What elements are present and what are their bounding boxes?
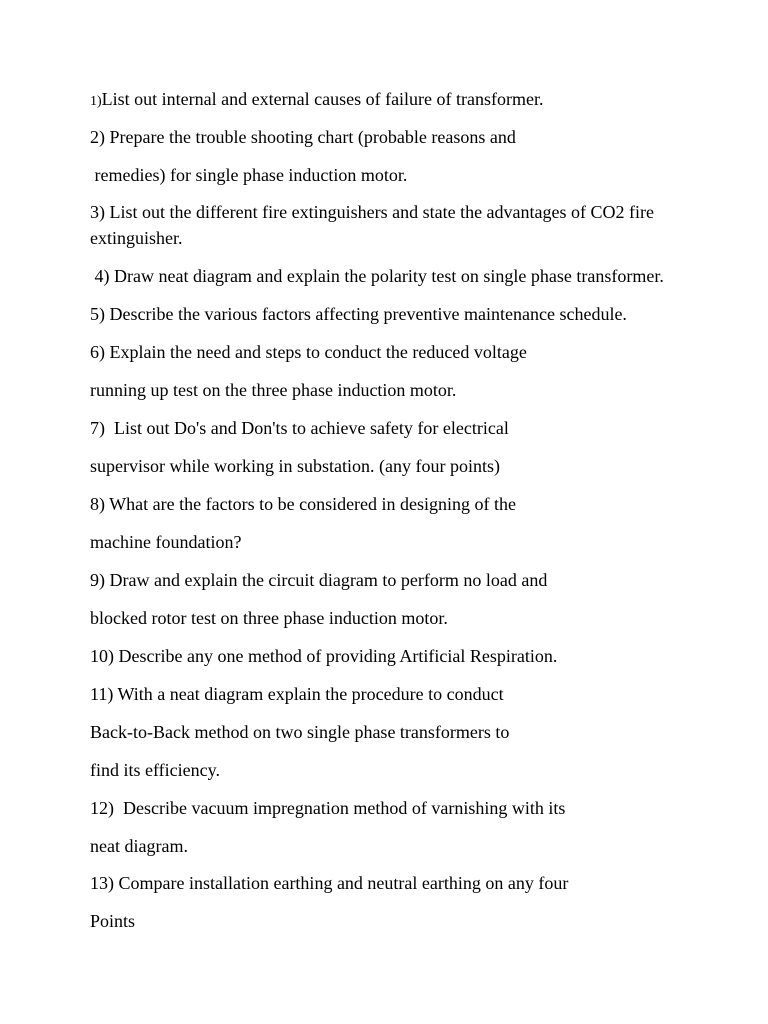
question-1 <box>90 88 544 113</box>
question-12-line-2: neat diagram. <box>90 836 188 856</box>
question-12-line-1: 12) Describe vacuum impregnation method of varnishing with its <box>90 798 566 818</box>
question-4: 4) Draw neat diagram and explain the polarity test on single phase transformer. <box>90 266 664 286</box>
question-3: 3) List out the different fire extinguishers and state the advantages of CO2 fire extinguisher. <box>90 202 654 248</box>
question-11-line-2: Back-to-Back method on two single phase transformers to <box>90 722 510 742</box>
question-13-line-2: Points <box>90 911 136 931</box>
question-9-line-1: 9) Draw and explain the circuit diagram to perform no load and <box>90 570 548 590</box>
question-13-line-1: 13) Compare installation earthing and neutral earthing on any four <box>90 873 569 893</box>
question-11-line-3: find its efficiency. <box>90 760 220 780</box>
question-1-text: List out internal and external causes of failure of transformer. <box>101 89 544 109</box>
question-6-line-2: running up test on the three phase induction motor. <box>90 380 457 400</box>
question-11-line-1: 11) With a neat diagram explain the procedure to conduct <box>90 684 504 704</box>
question-7-line-1: 7) List out Do's and Don'ts to achieve safety for electrical <box>90 418 509 438</box>
question-2-line-1: 2) Prepare the trouble shooting chart (probable reasons and <box>90 127 516 147</box>
question-9-line-2: blocked rotor test on three phase induction motor. <box>90 608 448 628</box>
question-5: 5) Describe the various factors affecting preventive maintenance schedule. <box>90 304 627 324</box>
question-8-line-1: 8) What are the factors to be considered in designing of the <box>90 494 517 514</box>
question-2-line-2: remedies) for single phase induction motor. <box>90 165 408 185</box>
question-1-number: 1) <box>90 94 102 109</box>
question-7-line-2: supervisor while working in substation. (any four points) <box>90 456 500 476</box>
question-8-line-2: machine foundation? <box>90 532 242 552</box>
question-10: 10) Describe any one method of providing Artificial Respiration. <box>90 646 558 666</box>
question-6-line-1: 6) Explain the need and steps to conduct the reduced voltage <box>90 342 527 362</box>
